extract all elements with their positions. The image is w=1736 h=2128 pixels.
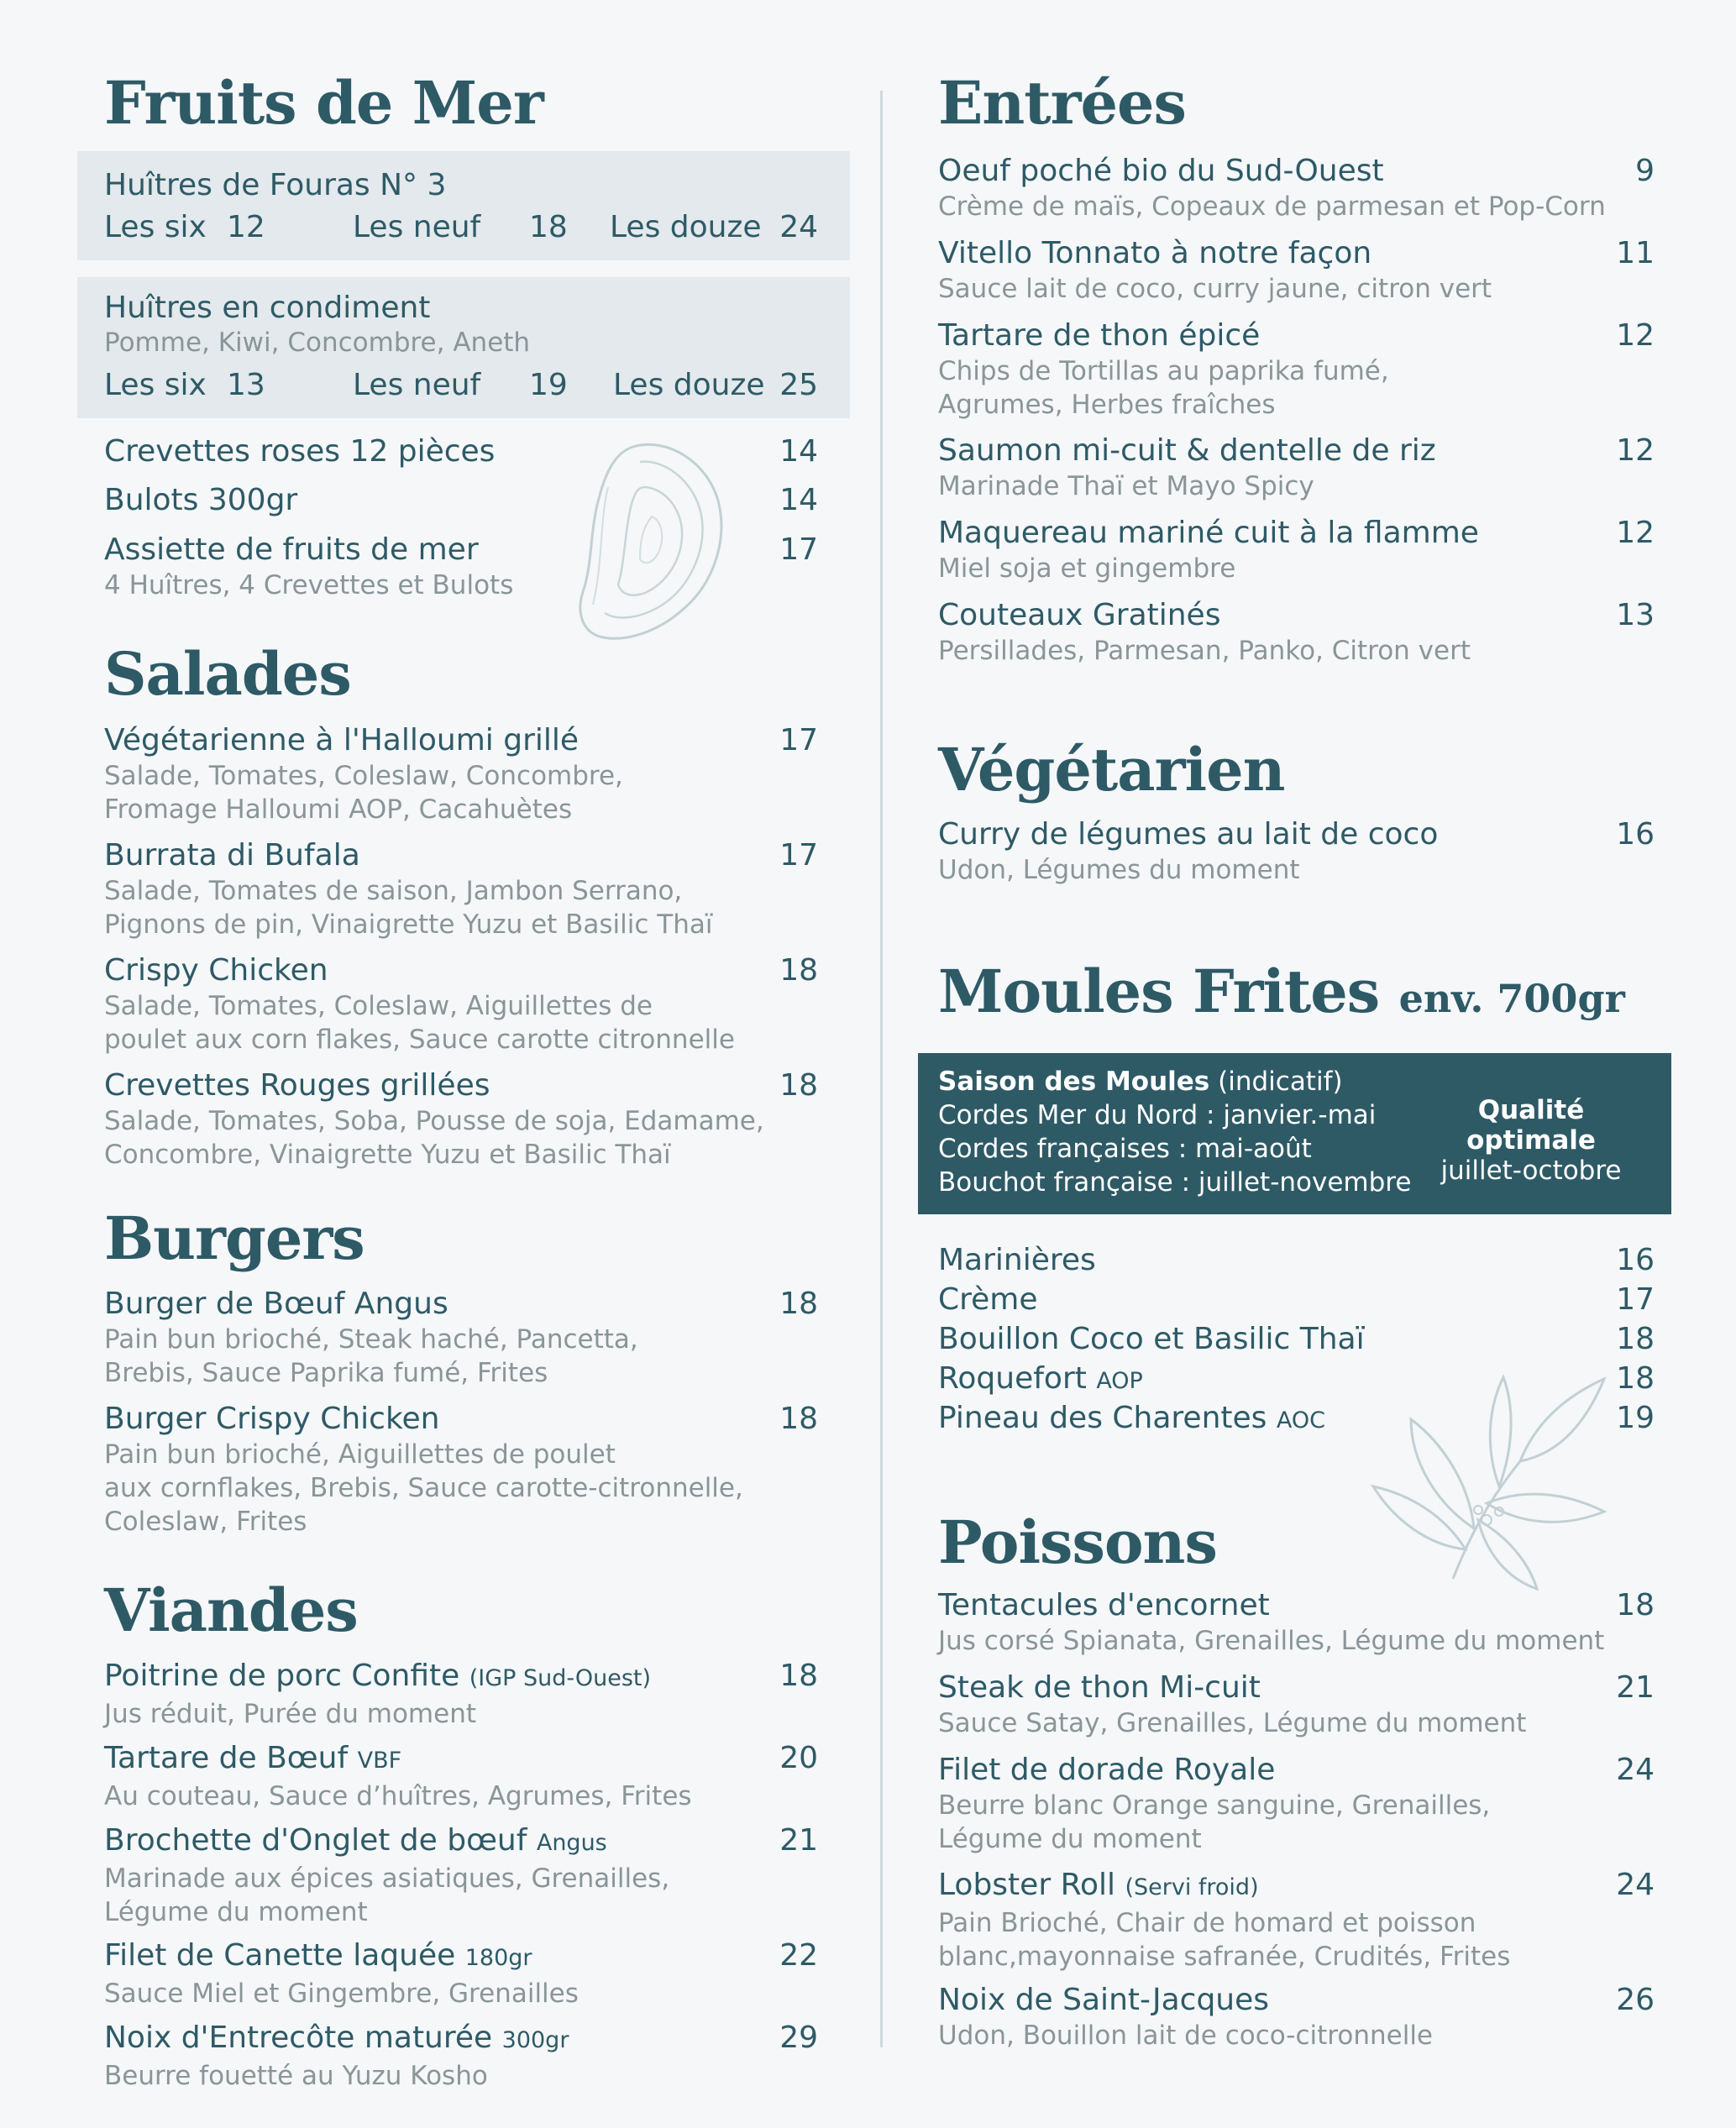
- menu-item: [104, 1658, 850, 1731]
- item-name: [938, 1867, 1655, 1906]
- column-divider: [880, 91, 883, 2047]
- menu-item: [938, 816, 1655, 887]
- item-name-text: Brochette d'Onglet de bœuf: [104, 1823, 527, 1858]
- item-name: Crispy Chicken: [104, 953, 328, 988]
- item-price: 16: [1616, 1243, 1655, 1277]
- item-name: Crème: [938, 1282, 1038, 1317]
- item-description: Persillades, Parmesan, Panko, Citron vert: [938, 636, 1471, 666]
- item-description: Au couteau, Sauce d’huîtres, Agrumes, Frites: [104, 1781, 692, 1811]
- menu-item: [104, 532, 850, 602]
- item-price: 17: [779, 723, 818, 757]
- item-description: Marinade Thaï et Mayo Spicy: [938, 471, 1314, 501]
- item-note: Angus: [536, 1830, 607, 1856]
- item-note: (Servi froid): [1125, 1874, 1259, 1900]
- option-price: 24: [779, 210, 818, 244]
- quality-title: Qualité optimale: [1466, 1095, 1596, 1156]
- item-note: VBF: [357, 1748, 402, 1774]
- menu-item: [938, 1982, 1655, 2052]
- section-subtitle: env. 700gr: [1398, 976, 1625, 1021]
- item-price: 24: [1616, 1753, 1655, 1787]
- item-name: Noix de Saint-Jacques: [938, 1983, 1270, 2017]
- item-description: Sauce Miel et Gingembre, Grenailles: [104, 1979, 579, 2009]
- section-title-burgers: Burgers: [104, 1203, 365, 1273]
- item-description: Miel soja et gingembre: [938, 553, 1236, 584]
- item-price: 17: [779, 532, 818, 567]
- item-price: 21: [1616, 1670, 1655, 1705]
- item-name: Huîtres de Fouras N° 3: [104, 168, 447, 202]
- item-price: 16: [1616, 817, 1655, 852]
- option-label: Les neuf: [353, 210, 481, 244]
- item-description: Pomme, Kiwi, Concombre, Aneth: [104, 328, 531, 358]
- item-price: 9: [1635, 154, 1655, 188]
- item-price: 19: [1616, 1401, 1655, 1435]
- item-description: Crème de maïs, Copeaux de parmesan et Pop-Corn: [938, 191, 1606, 222]
- menu-item: [938, 1242, 1655, 1279]
- item-name: Maquereau mariné cuit à la flamme: [938, 516, 1479, 550]
- item-price: 12: [1616, 433, 1655, 468]
- section-title-salades: Salades: [104, 639, 351, 709]
- menu-item: [104, 1286, 850, 1390]
- option-label: Les six: [104, 210, 207, 244]
- item-name: Curry de légumes au lait de coco: [938, 817, 1439, 852]
- option-label: Les six: [104, 368, 207, 402]
- item-name: Tentacules d'encornet: [938, 1588, 1270, 1622]
- item-description: Pain Brioché, Chair de homard et poisson: [938, 1908, 1476, 1938]
- item-note: (IGP Sud-Ouest): [469, 1665, 652, 1691]
- season-title-text: Saison des Moules: [938, 1067, 1210, 1097]
- item-price: 12: [1616, 516, 1655, 550]
- item-note: AOP: [1096, 1368, 1143, 1394]
- item-description: Légume du moment: [104, 1897, 368, 1927]
- item-price: 13: [1616, 598, 1655, 632]
- item-price: 14: [779, 434, 818, 469]
- menu-item: [938, 1587, 1655, 1658]
- season-line: Cordes françaises : mai-août: [938, 1134, 1312, 1164]
- quality-period: juillet-octobre: [1440, 1156, 1622, 1186]
- section-title-viandes: Viandes: [104, 1575, 358, 1645]
- item-price: 18: [1616, 1588, 1655, 1622]
- item-name: Crevettes roses 12 pièces: [104, 434, 496, 469]
- item-description: Agrumes, Herbes fraîches: [938, 390, 1276, 420]
- item-description: Coleslaw, Frites: [104, 1507, 307, 1537]
- item-name: [104, 1740, 850, 1779]
- item-name: Tartare de thon épicé: [938, 318, 1261, 353]
- item-description: Beurre blanc Orange sanguine, Grenailles,: [938, 1790, 1491, 1821]
- menu-item: [104, 1822, 850, 1929]
- item-description: Jus corsé Spianata, Grenailles, Légume du moment: [938, 1626, 1605, 1656]
- option-price: 13: [227, 368, 265, 402]
- menu-item: [938, 1867, 1655, 1973]
- item-price: 17: [779, 838, 818, 873]
- item-name-text: Lobster Roll: [938, 1868, 1115, 1902]
- item-description: Sauce lait de coco, curry jaune, citron vert: [938, 274, 1492, 304]
- menu-item: [938, 597, 1655, 668]
- leaf-branch-illustration-icon: [1361, 1369, 1613, 1596]
- menu-item: [104, 1937, 850, 2010]
- item-price: 18: [779, 953, 818, 988]
- item-price: 18: [1616, 1322, 1655, 1356]
- oyster-illustration-icon: [574, 437, 734, 647]
- item-price: 21: [779, 1823, 818, 1858]
- item-name: [104, 1822, 850, 1862]
- item-price: 26: [1616, 1983, 1655, 2017]
- section-title-fruits-de-mer: Fruits de Mer: [104, 68, 543, 138]
- item-price: 29: [779, 2021, 818, 2055]
- item-name: Burger de Bœuf Angus: [104, 1287, 448, 1321]
- option-price: 18: [529, 210, 568, 244]
- item-name: Saumon mi-cuit & dentelle de riz: [938, 433, 1436, 468]
- item-price: 17: [1616, 1282, 1655, 1317]
- item-description: poulet aux corn flakes, Sauce carotte citronnelle: [104, 1025, 735, 1055]
- item-name-text: Poitrine de porc Confite: [104, 1659, 460, 1693]
- item-price: 18: [779, 1659, 818, 1693]
- item-description: Salade, Tomates, Coleslaw, Aiguillettes de: [104, 991, 653, 1021]
- item-description: Salade, Tomates de saison, Jambon Serrano,: [104, 876, 683, 906]
- item-description: Chips de Tortillas au paprika fumé,: [938, 356, 1389, 386]
- item-name: Végétarienne à l'Halloumi grillé: [104, 723, 580, 757]
- menu-item: [938, 317, 1655, 422]
- menu-item: [938, 1321, 1655, 1358]
- item-name: Marinières: [938, 1243, 1096, 1277]
- section-title-moules-frites: [938, 957, 1625, 1026]
- item-price: 12: [1616, 318, 1655, 353]
- season-line: Cordes Mer du Nord : janvier.-mai: [938, 1100, 1377, 1130]
- item-name: Steak de thon Mi-cuit: [938, 1670, 1261, 1705]
- menu-item: [938, 1752, 1655, 1856]
- mussel-season-box: [918, 1053, 1671, 1214]
- option-label: Les neuf: [353, 368, 481, 402]
- item-description: 4 Huîtres, 4 Crevettes et Bulots: [104, 570, 514, 600]
- item-note: AOC: [1276, 1407, 1325, 1434]
- item-price: 18: [779, 1287, 818, 1321]
- item-description: Jus réduit, Purée du moment: [104, 1699, 477, 1729]
- menu-item: [104, 837, 850, 941]
- item-name-text: Filet de Canette laquée: [104, 1938, 456, 1973]
- item-note: 180gr: [464, 1945, 532, 1971]
- item-name: Crevettes Rouges grillées: [104, 1068, 490, 1103]
- oyster-box-fouras: [77, 151, 850, 260]
- item-price: 11: [1616, 236, 1655, 270]
- item-description: Pain bun brioché, Aiguillettes de poulet: [104, 1439, 616, 1470]
- menu-item: [104, 2020, 850, 2093]
- item-name: Bouillon Coco et Basilic Thaï: [938, 1322, 1365, 1356]
- item-price: 18: [1616, 1361, 1655, 1396]
- item-description: Salade, Tomates, Soba, Pousse de soja, Edamame,: [104, 1106, 764, 1136]
- item-description: Marinade aux épices asiatiques, Grenailles,: [104, 1863, 670, 1894]
- item-name: Burger Crispy Chicken: [104, 1402, 440, 1436]
- item-description: Udon, Légumes du moment: [938, 855, 1300, 885]
- item-price: 18: [779, 1402, 818, 1436]
- option-label: Les douze: [613, 368, 765, 402]
- item-name-text: Noix d'Entrecôte maturée: [104, 2021, 493, 2055]
- item-description: Pain bun brioché, Steak haché, Pancetta,: [104, 1324, 638, 1355]
- menu-item: [104, 952, 850, 1056]
- menu-item: [104, 433, 850, 470]
- season-title: [938, 1067, 1343, 1097]
- item-name: Assiette de fruits de mer: [104, 532, 479, 567]
- option-price: 19: [529, 368, 568, 402]
- menu-item: [938, 432, 1655, 503]
- menu-item: [938, 235, 1655, 306]
- menu-item: [104, 722, 850, 826]
- item-name: [104, 1658, 850, 1697]
- season-note: (indicatif): [1218, 1067, 1343, 1097]
- item-description: Sauce Satay, Grenailles, Légume du moment: [938, 1708, 1527, 1738]
- section-title-entrees: Entrées: [938, 68, 1186, 138]
- menu-item: [104, 482, 850, 519]
- season-line: Bouchot française : juillet-novembre: [938, 1167, 1412, 1198]
- menu-item: [938, 153, 1655, 223]
- option-price: 25: [779, 368, 818, 402]
- item-description: aux cornflakes, Brebis, Sauce carotte-citronnelle,: [104, 1473, 743, 1503]
- item-name: Bulots 300gr: [104, 483, 298, 517]
- quality-block: [1409, 1095, 1653, 1186]
- item-description: Udon, Bouillon lait de coco-citronnelle: [938, 2021, 1433, 2051]
- menu-item: [938, 515, 1655, 585]
- item-price: 20: [779, 1741, 818, 1775]
- item-name: Pineau des Charentes: [938, 1401, 1267, 1435]
- item-description: Beurre fouetté au Yuzu Kosho: [104, 2061, 488, 2091]
- item-name: Couteaux Gratinés: [938, 598, 1221, 632]
- item-description: Légume du moment: [938, 1824, 1202, 1854]
- menu-item: [104, 1740, 850, 1813]
- item-name-text: Tartare de Bœuf: [104, 1741, 349, 1775]
- oyster-box-condiment: [77, 277, 850, 418]
- item-name: Vitello Tonnato à notre façon: [938, 236, 1372, 270]
- item-description: Brebis, Sauce Paprika fumé, Frites: [104, 1358, 548, 1388]
- item-name: Huîtres en condiment: [104, 291, 431, 325]
- item-name: Oeuf poché bio du Sud-Ouest: [938, 154, 1384, 188]
- item-description: Fromage Halloumi AOP, Cacahuètes: [104, 794, 573, 825]
- item-price: 18: [779, 1068, 818, 1103]
- section-title-poissons: Poissons: [938, 1507, 1217, 1577]
- item-description: Concombre, Vinaigrette Yuzu et Basilic Thaï: [104, 1140, 671, 1170]
- item-name: [104, 1937, 850, 1977]
- item-note: 300gr: [501, 2027, 569, 2053]
- menu-item: [104, 1401, 850, 1538]
- section-title-vegetarien: Végétarien: [938, 735, 1285, 805]
- option-price: 12: [227, 210, 265, 244]
- menu-item: [104, 1067, 850, 1171]
- item-price: 24: [1616, 1868, 1655, 1902]
- menu-item: [938, 1669, 1655, 1740]
- menu-item: [938, 1282, 1655, 1318]
- item-price: 22: [779, 1938, 818, 1973]
- item-name: Filet de dorade Royale: [938, 1753, 1276, 1787]
- item-description: blanc,mayonnaise safranée, Crudités, Frites: [938, 1942, 1511, 1972]
- item-price: 14: [779, 483, 818, 517]
- option-label: Les douze: [610, 210, 762, 244]
- item-name: Roquefort: [938, 1361, 1087, 1396]
- section-title-text: Moules Frites: [938, 957, 1380, 1026]
- item-name: [104, 2020, 850, 2059]
- item-description: Pignons de pin, Vinaigrette Yuzu et Basilic Thaï: [104, 909, 713, 940]
- item-description: Salade, Tomates, Coleslaw, Concombre,: [104, 761, 623, 791]
- item-name: Burrata di Bufala: [104, 838, 360, 873]
